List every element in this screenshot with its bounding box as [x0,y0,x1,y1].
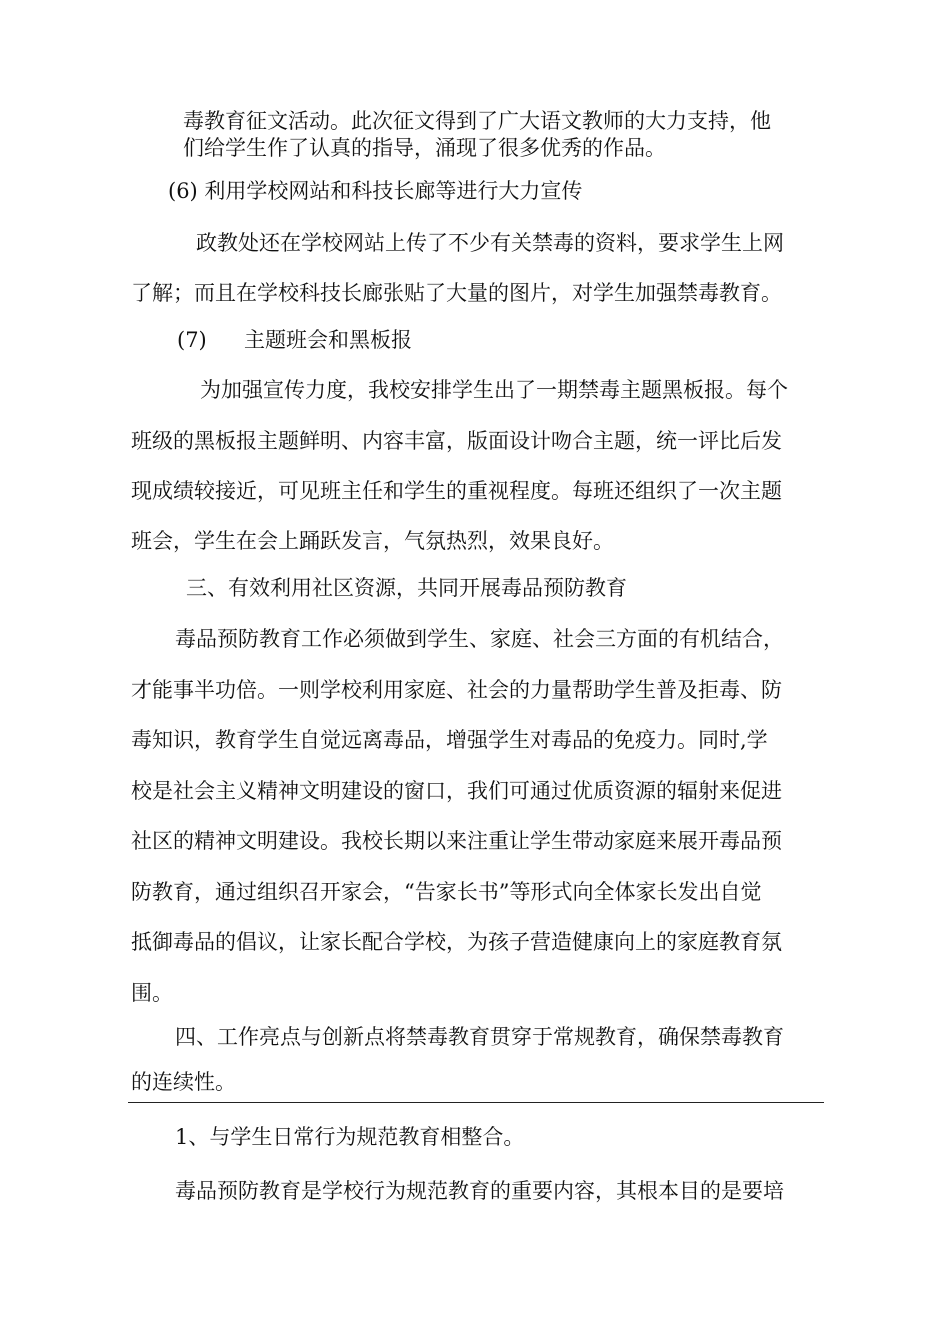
heading-7-title: 主题班会和黑板报 [244,328,412,352]
paragraph-3-line-2: 班级的黑板报主题鲜明、内容丰富，版面设计吻合主题，统一评比后发 [131,429,782,453]
paragraph-5-line-1: 毒品预防教育是学校行为规范教育的重要内容，其根本目的是要培 [175,1179,784,1203]
paragraph-4-line-6: 防教育，通过组织召开家会，“告家长书”等形式向全体家长发出自觉 [131,880,762,904]
paragraph-4-line-4: 校是社会主义精神文明建设的窗口，我们可通过优质资源的辐射来促进 [131,779,782,803]
heading-7-number: (7) [177,328,207,352]
item-1-heading: 1、与学生日常行为规范教育相整合。 [175,1125,525,1149]
paragraph-4-line-8: 围。 [131,981,173,1005]
heading-6: (6) 利用学校网站和科技长廊等进行大力宣传 [168,179,583,203]
paragraph-4-line-1: 毒品预防教育工作必须做到学生、家庭、社会三方面的有机结合， [175,627,784,651]
paragraph-3-line-4: 班会，学生在会上踊跃发言，气氛热烈，效果良好。 [131,529,614,553]
section-4-line-2: 的连续性。 [131,1070,236,1094]
section-3-heading: 三、有效利用社区资源，共同开展毒品预防教育 [186,576,627,600]
paragraph-1-line-2: 们给学生作了认真的指导，涌现了很多优秀的作品。 [183,136,666,160]
horizontal-rule [128,1102,824,1103]
paragraph-4-line-3: 毒知识，教育学生自觉远离毒品，增强学生对毒品的免疫力。同时,学 [131,728,768,752]
paragraph-2-line-1: 政教处还在学校网站上传了不少有关禁毒的资料，要求学生上网 [196,231,784,255]
paragraph-4-line-2: 才能事半功倍。一则学校利用家庭、社会的力量帮助学生普及拒毒、防 [131,678,782,702]
paragraph-2-line-2: 了解；而且在学校科技长廊张贴了大量的图片，对学生加强禁毒教育。 [131,281,782,305]
section-4-line-1: 四、工作亮点与创新点将禁毒教育贯穿于常规教育，确保禁毒教育 [175,1025,784,1049]
paragraph-3-line-3: 现成绩较接近，可见班主任和学生的重视程度。每班还组织了一次主题 [131,479,782,503]
paragraph-4-line-5: 社区的精神文明建设。我校长期以来注重让学生带动家庭来展开毒品预 [131,829,782,853]
paragraph-4-line-7: 抵御毒品的倡议，让家长配合学校，为孩子营造健康向上的家庭教育氛 [131,930,782,954]
paragraph-1-line-1: 毒教育征文活动。此次征文得到了广大语文教师的大力支持，他 [183,109,771,133]
paragraph-3-line-1: 为加强宣传力度，我校安排学生出了一期禁毒主题黑板报。每个 [200,378,788,402]
